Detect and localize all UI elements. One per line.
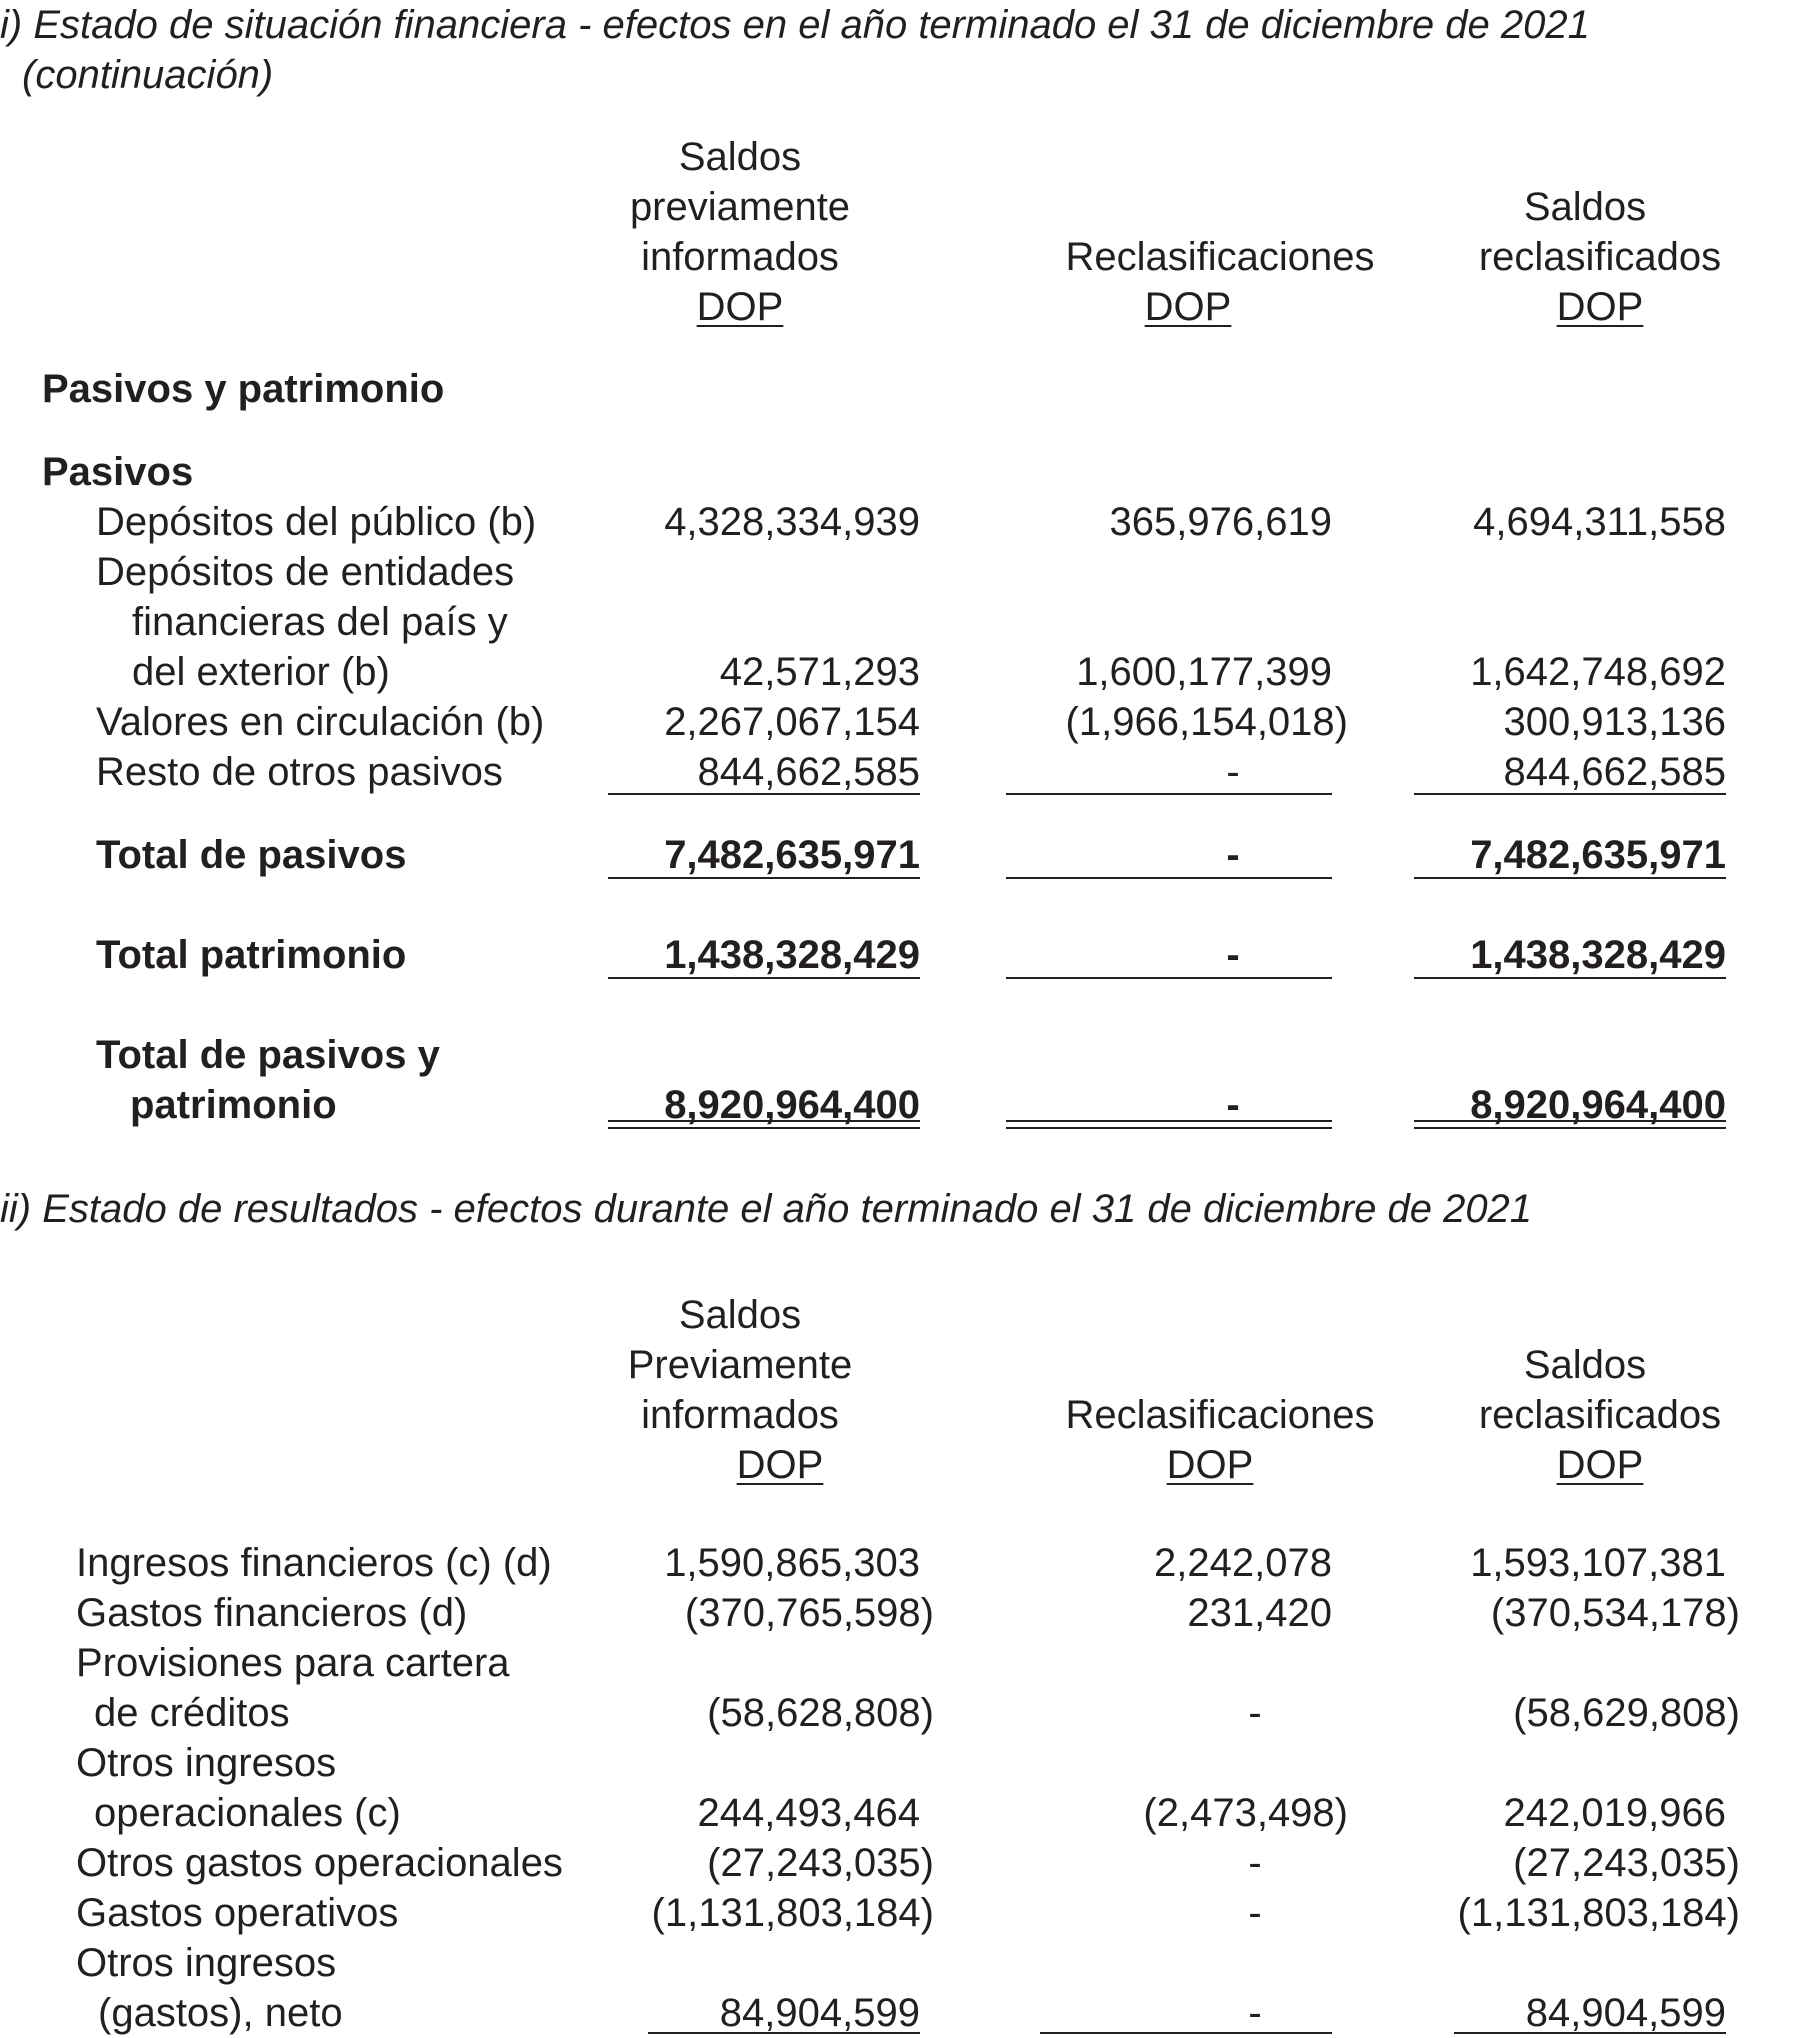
value-reclassified: (1,131,803,184) xyxy=(1457,1891,1740,1935)
total-label: Total de pasivos xyxy=(96,833,407,877)
value-previously-reported: 2,267,067,154 xyxy=(664,700,920,744)
value-reclassified: 242,019,966 xyxy=(1503,1791,1726,1835)
value-previously-reported: 1,590,865,303 xyxy=(664,1541,920,1585)
row-label: (gastos), neto xyxy=(98,1991,343,2035)
value-reclassification: 1,600,177,399 xyxy=(1076,650,1332,694)
value-reclassified: 1,438,328,429 xyxy=(1470,933,1726,977)
value-reclassification: (2,473,498) xyxy=(1143,1791,1348,1835)
column-header-line: Previamente xyxy=(627,1343,853,1387)
row-label: financieras del país y xyxy=(132,600,508,644)
heading-pasivos-patrimonio: Pasivos y patrimonio xyxy=(42,367,445,411)
column-header-line: Saldos xyxy=(1523,185,1647,229)
column-header-line: Saldos xyxy=(678,135,802,179)
value-reclassified: 1,593,107,381 xyxy=(1470,1541,1726,1585)
column-header-currency: DOP xyxy=(1556,285,1644,329)
row-label: operacionales (c) xyxy=(94,1791,401,1835)
total-label: Total patrimonio xyxy=(96,933,407,977)
column-header-currency: DOP xyxy=(1166,1443,1254,1487)
value-reclassified: 300,913,136 xyxy=(1503,700,1726,744)
value-reclassified: 84,904,599 xyxy=(1525,1991,1726,2035)
value-previously-reported: 1,438,328,429 xyxy=(664,933,920,977)
column-header-line: previamente xyxy=(629,185,851,229)
value-previously-reported: 244,493,464 xyxy=(697,1791,920,1835)
column-header-currency: DOP xyxy=(696,285,784,329)
value-reclassified: (27,243,035) xyxy=(1513,1841,1740,1885)
heading-pasivos: Pasivos xyxy=(42,450,194,494)
row-label: Gastos financieros (d) xyxy=(76,1591,468,1635)
row-label: Valores en circulación (b) xyxy=(96,700,545,744)
row-label: Ingresos financieros (c) (d) xyxy=(76,1541,552,1585)
value-reclassification: (1,966,154,018) xyxy=(1065,700,1348,744)
column-header-currency: DOP xyxy=(1144,285,1232,329)
subtotal-rule xyxy=(1006,793,1332,795)
value-reclassified: 1,642,748,692 xyxy=(1470,650,1726,694)
column-header-line: reclasificados xyxy=(1478,1393,1722,1437)
value-previously-reported: 42,571,293 xyxy=(719,650,920,694)
double-rule-bottom xyxy=(1414,1127,1726,1129)
row-label: Gastos operativos xyxy=(76,1891,399,1935)
column-header-line: Saldos xyxy=(1523,1343,1647,1387)
double-rule-top xyxy=(1006,1120,1332,1122)
row-label: del exterior (b) xyxy=(132,650,390,694)
value-previously-reported: (370,765,598) xyxy=(684,1591,934,1635)
value-reclassification: - xyxy=(1248,1691,1262,1735)
total-label: patrimonio xyxy=(130,1083,337,1127)
subtotal-rule xyxy=(1414,793,1726,795)
total-rule xyxy=(608,877,920,879)
column-header-currency: DOP xyxy=(736,1443,824,1487)
double-rule-bottom xyxy=(1006,1127,1332,1129)
value-reclassified: (370,534,178) xyxy=(1490,1591,1740,1635)
section-1-title: i) Estado de situación financiera - efectos en el año terminado el 31 de diciembre de 2021 xyxy=(0,3,1590,47)
value-reclassification: - xyxy=(1226,750,1240,794)
value-previously-reported: 844,662,585 xyxy=(697,750,920,794)
value-previously-reported: 8,920,964,400 xyxy=(664,1083,920,1127)
subtotal-rule xyxy=(648,2032,920,2034)
total-rule xyxy=(1006,977,1332,979)
value-reclassification: 365,976,619 xyxy=(1109,500,1332,544)
column-header-line: Reclasificaciones xyxy=(1065,1393,1375,1437)
subtotal-rule xyxy=(1454,2032,1726,2034)
total-rule xyxy=(1414,877,1726,879)
total-rule xyxy=(608,977,920,979)
total-label: Total de pasivos y xyxy=(96,1033,440,1077)
row-label: Depósitos de entidades xyxy=(96,550,515,594)
value-reclassification: - xyxy=(1248,1891,1262,1935)
section-1-subtitle: (continuación) xyxy=(22,53,274,97)
value-reclassification: 2,242,078 xyxy=(1154,1541,1332,1585)
row-label: Provisiones para cartera xyxy=(76,1641,510,1685)
total-rule xyxy=(1006,877,1332,879)
row-label: Depósitos del público (b) xyxy=(96,500,537,544)
row-label: Otros ingresos xyxy=(76,1741,337,1785)
value-reclassified: 844,662,585 xyxy=(1503,750,1726,794)
double-rule-top xyxy=(608,1120,920,1122)
value-previously-reported: 4,328,334,939 xyxy=(664,500,920,544)
row-label: Resto de otros pasivos xyxy=(96,750,503,794)
column-header-line: informados xyxy=(641,1393,839,1437)
column-header-line: Reclasificaciones xyxy=(1065,235,1375,279)
value-reclassified: 7,482,635,971 xyxy=(1470,833,1726,877)
value-previously-reported: (27,243,035) xyxy=(707,1841,934,1885)
value-reclassified: (58,629,808) xyxy=(1513,1691,1740,1735)
value-previously-reported: (58,628,808) xyxy=(707,1691,934,1735)
column-header-currency: DOP xyxy=(1556,1443,1644,1487)
value-reclassified: 8,920,964,400 xyxy=(1470,1083,1726,1127)
double-rule-bottom xyxy=(608,1127,920,1129)
value-previously-reported: (1,131,803,184) xyxy=(651,1891,934,1935)
value-reclassification: - xyxy=(1248,1841,1262,1885)
value-reclassification: - xyxy=(1226,933,1240,977)
row-label: Otros gastos operacionales xyxy=(76,1841,563,1885)
section-2-title: ii) Estado de resultados - efectos durante el año terminado el 31 de diciembre de 2021 xyxy=(0,1187,1533,1231)
value-reclassification: - xyxy=(1226,1083,1240,1127)
subtotal-rule xyxy=(608,793,920,795)
value-reclassification: 231,420 xyxy=(1187,1591,1332,1635)
value-reclassification: - xyxy=(1248,1991,1262,2035)
row-label: de créditos xyxy=(94,1691,290,1735)
column-header-line: Saldos xyxy=(678,1293,802,1337)
total-rule xyxy=(1414,977,1726,979)
value-reclassified: 4,694,311,558 xyxy=(1473,500,1726,544)
value-previously-reported: 7,482,635,971 xyxy=(664,833,920,877)
subtotal-rule xyxy=(1040,2032,1332,2034)
value-reclassification: - xyxy=(1226,833,1240,877)
column-header-line: informados xyxy=(641,235,839,279)
column-header-line: reclasificados xyxy=(1478,235,1722,279)
double-rule-top xyxy=(1414,1120,1726,1122)
value-previously-reported: 84,904,599 xyxy=(719,1991,920,2035)
row-label: Otros ingresos xyxy=(76,1941,337,1985)
